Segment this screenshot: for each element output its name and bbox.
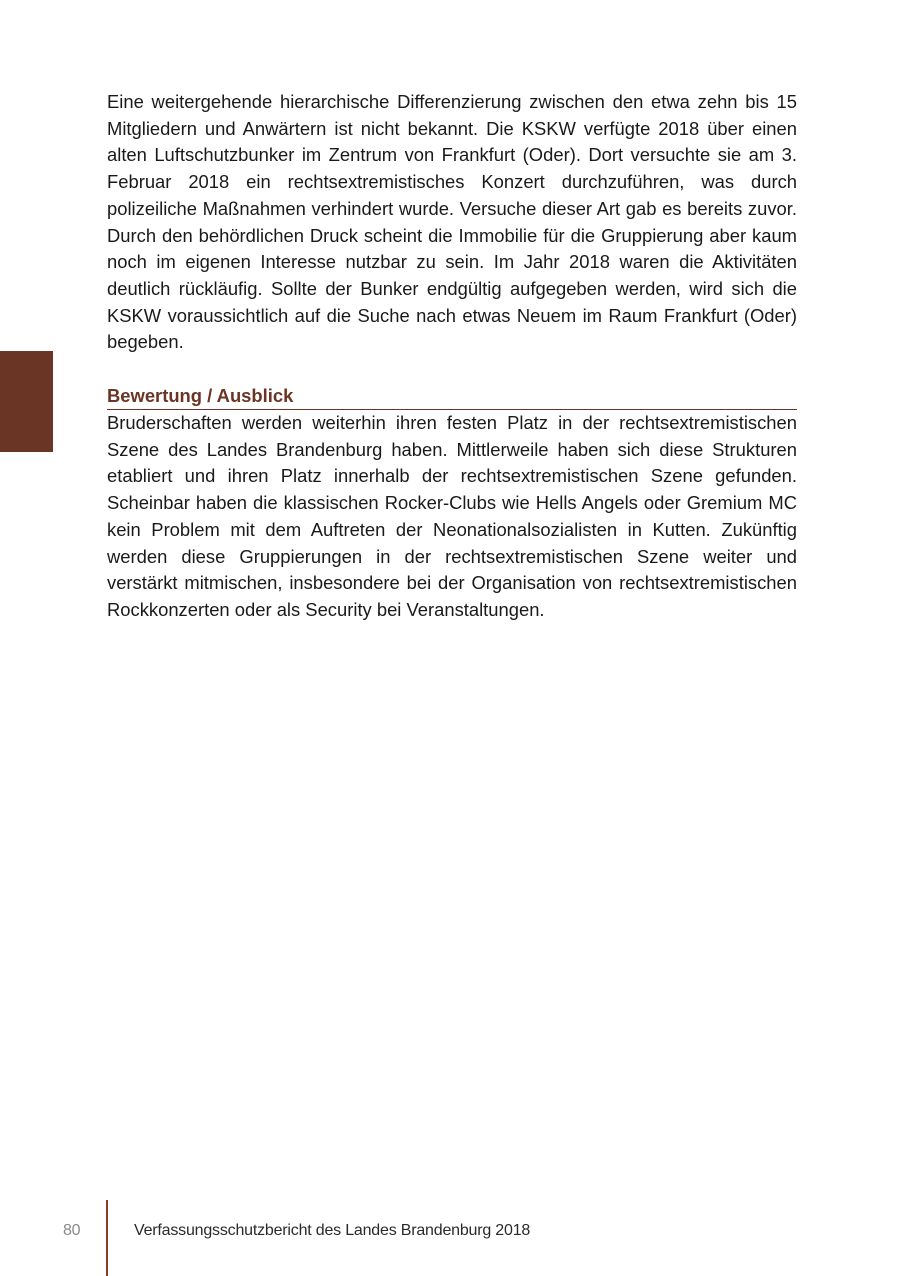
- section-heading: Bewertung / Ausblick: [107, 384, 797, 410]
- body-paragraph-2: Bruderschaften werden weiterhin ihren festen Platz in der rechtsextremistischen Szene des Landes Brandenburg haben. Mittlerweile haben sich diese Strukturen etabliert und ihren Platz innerhalb der rechtsextremistischen Szene gefunden. Scheinbar haben die klassischen Rocker-Clubs wie Hells Angels oder Gremium MC kein Problem mit dem Auftreten der Neonationalsozialisten in Kutten. Zukünftig werden diese Gruppierungen in der rechtsextremistischen Szene weiter und verstärkt mitmischen, insbesondere bei der Organisation von rechtsextremistischen Rockkonzerten oder als Security bei Veranstaltungen.: [107, 412, 797, 620]
- footer-publication-title: Verfassungsschutzbericht des Landes Brandenburg 2018: [134, 1222, 531, 1239]
- page-number: 80: [63, 1222, 81, 1239]
- footer-divider: [106, 1200, 108, 1276]
- body-paragraph-1: Eine weitergehende hierarchische Differenzierung zwischen den etwa zehn bis 15 Mitgliedern und Anwärtern ist nicht bekannt. Die KSKW verfügte 2018 über einen alten Luftschutzbunker im Zentrum von Frankfurt (Oder). Dort versuchte sie am 3. Februar 2018 ein rechtsextremistisches Konzert durchzuführen, was durch polizeiliche Maßnahmen verhindert wurde. Versuche dieser Art gab es bereits zuvor. Durch den behördlichen Druck scheint die Immobilie für die Gruppierung aber kaum noch im eigenen Interesse nutzbar zu sein. Im Jahr 2018 waren die Aktivitäten deutlich rückläufig. Sollte der Bunker endgültig aufgegeben werden, wird sich die KSKW voraussichtlich auf die Suche nach etwas Neuem im Raum Frankfurt (Oder) begeben.: [107, 91, 797, 353]
- chapter-side-tab: [0, 351, 53, 452]
- main-content: [107, 89, 797, 624]
